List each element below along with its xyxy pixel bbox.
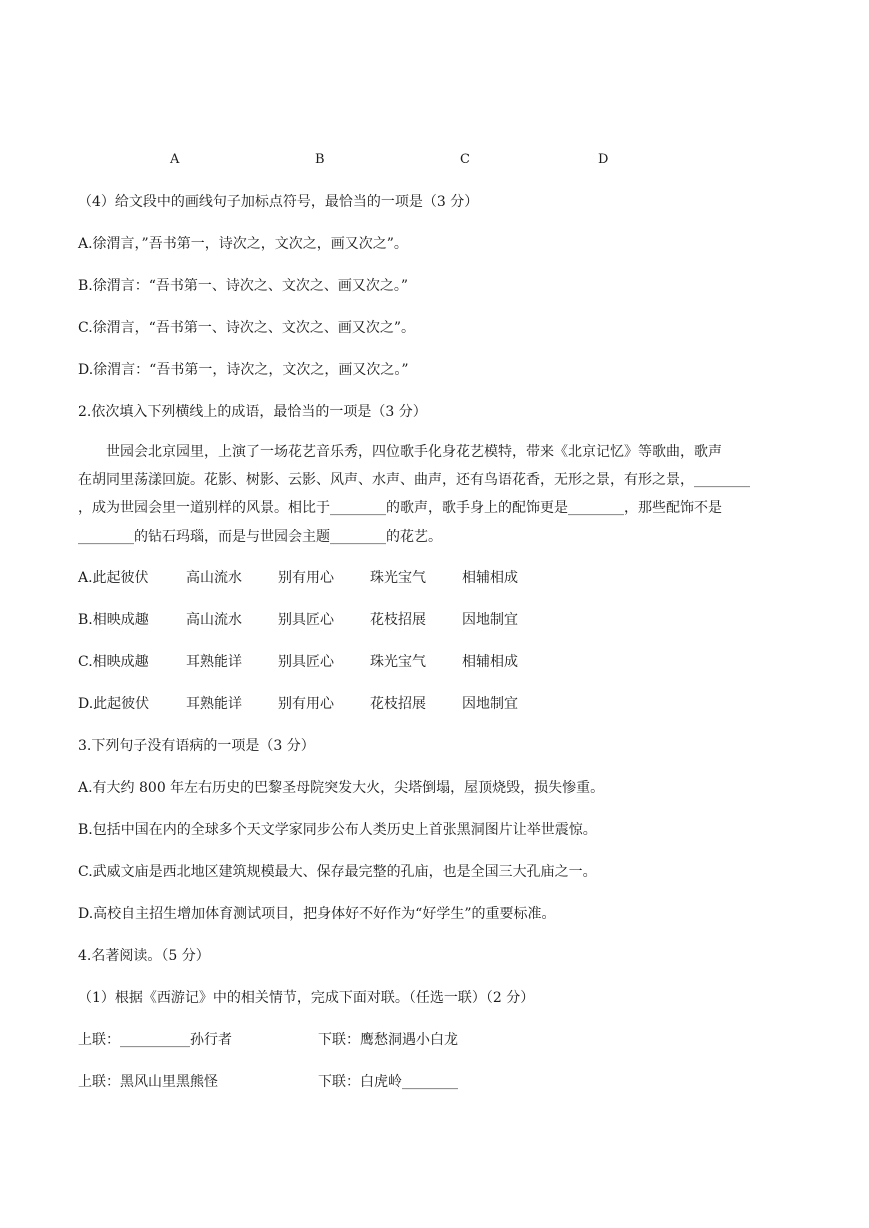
couplet-1-upper: 上联：__________孙行者 bbox=[78, 1032, 232, 1048]
question-2-option-a bbox=[78, 568, 518, 588]
question-3-option-c: C.武威文庙是西北地区建筑规模最大、保存最完整的孔庙，也是全国三大孔庙之一。 bbox=[78, 864, 597, 880]
question-2-passage-line-4: ________的钻石玛瑙，而是与世园会主题________的花艺。 bbox=[78, 529, 442, 545]
option-cell: 珠光宝气 bbox=[370, 570, 426, 586]
option-cell: 相辅相成 bbox=[462, 654, 518, 670]
couplet-2-upper: 上联：黑风山里黑熊怪 bbox=[78, 1074, 218, 1090]
question-4-stem: 4.名著阅读。（5 分） bbox=[78, 948, 210, 964]
question-1-4-option-a: A.徐渭言，”吾书第一，诗次之，文次之，画又次之”。 bbox=[78, 236, 408, 252]
question-3-option-d: D.高校自主招生增加体育测试项目，把身体好不好作为“好学生”的重要标准。 bbox=[78, 906, 556, 922]
choice-label-c: C bbox=[460, 152, 470, 167]
couplet-1-lower: 下联：鹰愁洞遇小白龙 bbox=[318, 1032, 458, 1048]
option-cell: 花枝招展 bbox=[370, 696, 426, 712]
question-2-passage-line-3: ，成为世园会里一道别样的风景。相比于________的歌声，歌手身上的配饰更是________，那些配饰不是 bbox=[78, 500, 722, 516]
option-cell: 珠光宝气 bbox=[370, 654, 426, 670]
couplet-2-lower: 下联：白虎岭________ bbox=[318, 1074, 458, 1090]
option-cell: B.相映成趣 bbox=[78, 612, 149, 628]
option-cell: 别有用心 bbox=[278, 696, 334, 712]
question-2-option-d bbox=[78, 694, 518, 714]
option-cell: A.此起彼伏 bbox=[78, 570, 149, 586]
question-2-stem: 2.依次填入下列横线上的成语，最恰当的一项是（3 分） bbox=[78, 404, 427, 420]
choice-label-b: B bbox=[315, 152, 325, 167]
option-cell: 别具匠心 bbox=[278, 654, 334, 670]
option-cell: 耳熟能详 bbox=[186, 654, 242, 670]
option-cell: D.此起彼伏 bbox=[78, 696, 150, 712]
question-3-option-b: B.包括中国在内的全球多个天文学家同步公布人类历史上首张黑洞图片让举世震惊。 bbox=[78, 822, 597, 838]
option-cell: 高山流水 bbox=[186, 612, 242, 628]
question-1-4-option-b: B.徐渭言：“吾书第一、诗次之、文次之、画又次之。” bbox=[78, 278, 409, 294]
question-2-option-b bbox=[78, 610, 518, 630]
question-2-passage-line-2: 在胡同里荡漾回旋。花影、树影、云影、风声、水声、曲声，还有鸟语花香，无形之景，有形之景，________ bbox=[78, 472, 750, 488]
choice-label-d: D bbox=[598, 152, 609, 167]
option-cell: 相辅相成 bbox=[462, 570, 518, 586]
question-1-4-option-d: D.徐渭言：“吾书第一，诗次之，文次之，画又次之。” bbox=[78, 362, 409, 378]
option-cell: 耳熟能详 bbox=[186, 696, 242, 712]
option-cell: 因地制宜 bbox=[462, 612, 518, 628]
option-cell: C.相映成趣 bbox=[78, 654, 149, 670]
question-1-4-option-c: C.徐渭言，“吾书第一、诗次之、文次之、画又次之”。 bbox=[78, 320, 415, 336]
question-3-stem: 3.下列句子没有语病的一项是（3 分） bbox=[78, 738, 315, 754]
question-2-option-c bbox=[78, 652, 518, 672]
question-4-sub-1: （1）根据《西游记》中的相关情节，完成下面对联。（任选一联）（2 分） bbox=[78, 990, 535, 1006]
option-cell: 别有用心 bbox=[278, 570, 334, 586]
option-cell: 别具匠心 bbox=[278, 612, 334, 628]
option-cell: 花枝招展 bbox=[370, 612, 426, 628]
question-1-4-stem: （4）给文段中的画线句子加标点符号，最恰当的一项是（3 分） bbox=[78, 194, 479, 210]
option-cell: 因地制宜 bbox=[462, 696, 518, 712]
choice-label-a: A bbox=[170, 152, 180, 167]
question-2-passage-line-1: 世园会北京园里，上演了一场花艺音乐秀，四位歌手化身花艺模特，带来《北京记忆》等歌曲，歌声 bbox=[106, 444, 722, 460]
option-cell: 高山流水 bbox=[186, 570, 242, 586]
question-3-option-a: A.有大约 800 年左右历史的巴黎圣母院突发大火，尖塔倒塌，屋顶烧毁，损失惨重。 bbox=[78, 780, 605, 796]
